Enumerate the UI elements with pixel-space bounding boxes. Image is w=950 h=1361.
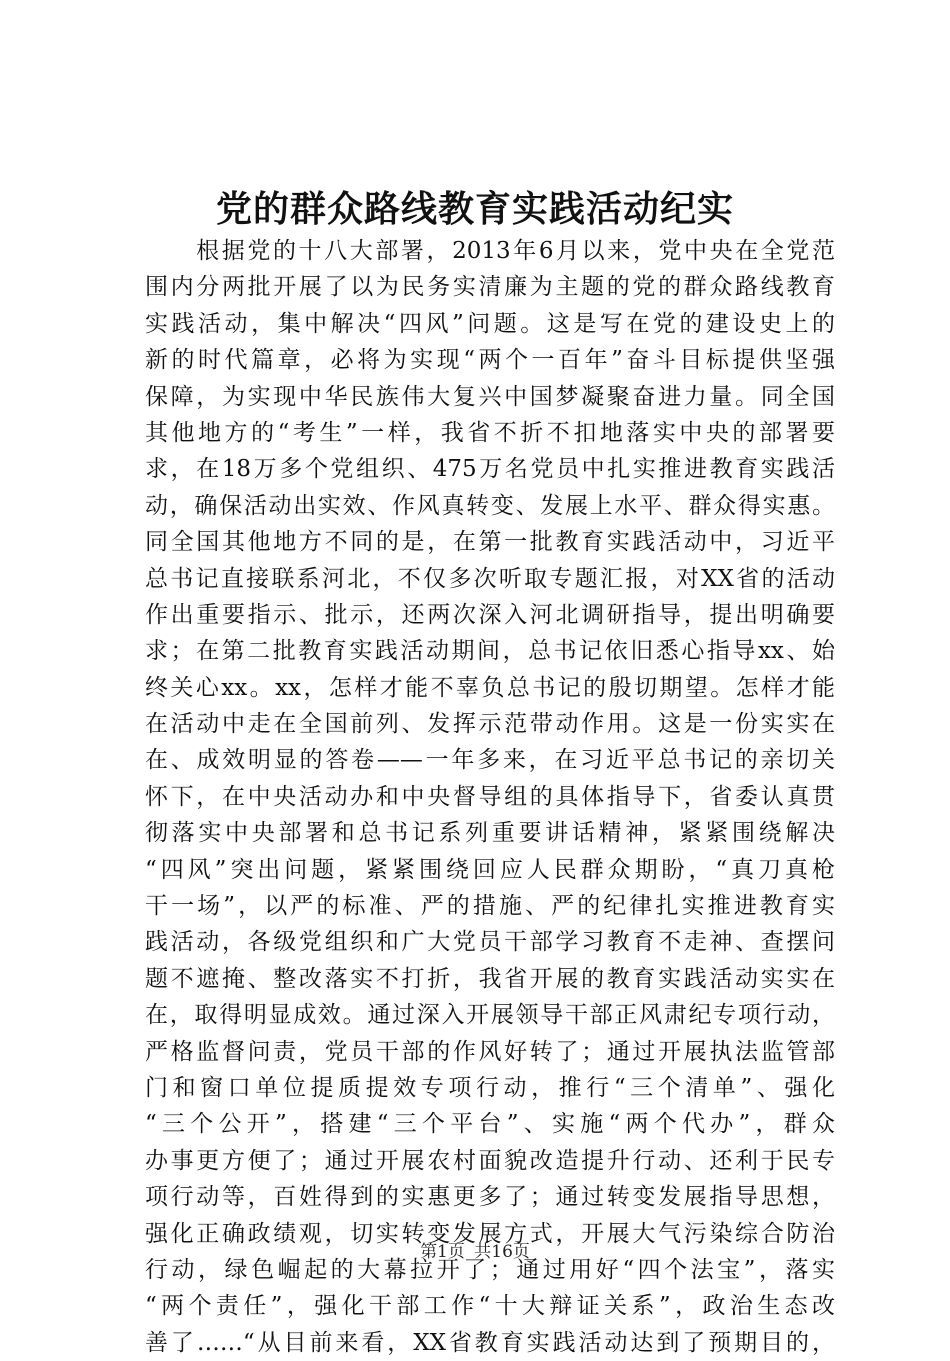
body-line: 在活动中走在全国前列、发挥示范带动作用。这是一份实实在 bbox=[145, 711, 835, 738]
body-line: 新的时代篇章，必将为实现“两个一百年”奋斗目标提供坚强 bbox=[145, 347, 835, 374]
body-line: 项行动等，百姓得到的实惠更多了；通过转变发展指导思想， bbox=[145, 1184, 835, 1211]
body-line: 行动，绿色崛起的大幕拉开了；通过用好“四个法宝”，落实 bbox=[145, 1256, 835, 1283]
body-line: 彻落实中央部署和总书记系列重要讲话精神，紧紧围绕解决 bbox=[145, 820, 835, 847]
body-line: 怀下，在中央活动办和中央督导组的具体指导下，省委认真贯 bbox=[145, 783, 835, 810]
body-line: 干一场”，以严的标准、严的措施、严的纪律扎实推进教育实 bbox=[145, 893, 835, 920]
body-line: 作出重要指示、批示，还两次深入河北调研指导，提出明确要 bbox=[145, 601, 835, 628]
body-line: 围内分两批开展了以为民务实清廉为主题的党的群众路线教育 bbox=[145, 274, 835, 301]
body-line: 门和窗口单位提质提效专项行动，推行“三个清单”、强化 bbox=[145, 1074, 835, 1101]
body-line: 动，确保活动出实效、作风真转变、发展上水平、群众得实惠。 bbox=[145, 492, 835, 519]
page-number: 第1页 bbox=[420, 1242, 465, 1262]
body-line: “三个公开”，搭建“三个平台”、实施“两个代办”，群众 bbox=[145, 1111, 835, 1138]
body-line: 题不遮掩、整改落实不打折，我省开展的教育实践活动实实在 bbox=[145, 965, 835, 992]
body-line: 善了……“从目前来看，XX省教育实践活动达到了预期目的， bbox=[145, 1329, 835, 1356]
body-line: 总书记直接联系河北，不仅多次听取专题汇报，对XX省的活动 bbox=[145, 565, 835, 592]
page-total: 共16页 bbox=[474, 1242, 530, 1262]
body-line: 求，在18万多个党组织、475万名党员中扎实推进教育实践活 bbox=[145, 456, 835, 483]
body-line: “两个责任”，强化干部工作“十大辩证关系”，政治生态改 bbox=[145, 1293, 835, 1320]
body-line: 在、成效明显的答卷——一年多来，在习近平总书记的亲切关 bbox=[145, 747, 835, 774]
body-line: 践活动，各级党组织和广大党员干部学习教育不走神、查摆问 bbox=[145, 929, 835, 956]
body-line: 实践活动，集中解决“四风”问题。这是写在党的建设史上的 bbox=[145, 310, 835, 337]
body-line: 根据党的十八大部署，2013年6月以来，党中央在全党范 bbox=[145, 238, 835, 264]
body-line: 同全国其他地方不同的是，在第一批教育实践活动中，习近平 bbox=[145, 529, 835, 556]
body-line: 强化正确政绩观，切实转变发展方式，开展大气污染综合防治 bbox=[145, 1220, 835, 1247]
body-line: 在，取得明显成效。通过深入开展领导干部正风肃纪专项行动， bbox=[145, 1002, 835, 1029]
body-line: 其他地方的“考生”一样，我省不折不扣地落实中央的部署要 bbox=[145, 419, 835, 446]
document-body bbox=[145, 233, 835, 1361]
page-footer bbox=[0, 1240, 950, 1264]
document-title: 党的群众路线教育实践活动纪实 bbox=[215, 188, 734, 230]
body-line: 求；在第二批教育实践活动期间，总书记依旧悉心指导xx、始 bbox=[145, 638, 835, 665]
body-line: 办事更方便了；通过开展农村面貌改造提升行动、还利于民专 bbox=[145, 1147, 835, 1174]
body-line: 保障，为实现中华民族伟大复兴中国梦凝聚奋进力量。同全国 bbox=[145, 383, 835, 410]
body-line: “四风”突出问题，紧紧围绕回应人民群众期盼，“真刀真枪 bbox=[145, 856, 835, 883]
body-line: 终关心xx。xx，怎样才能不辜负总书记的殷切期望。怎样才能 bbox=[145, 674, 835, 701]
body-line: 严格监督问责，党员干部的作风好转了；通过开展执法监管部 bbox=[145, 1038, 835, 1065]
